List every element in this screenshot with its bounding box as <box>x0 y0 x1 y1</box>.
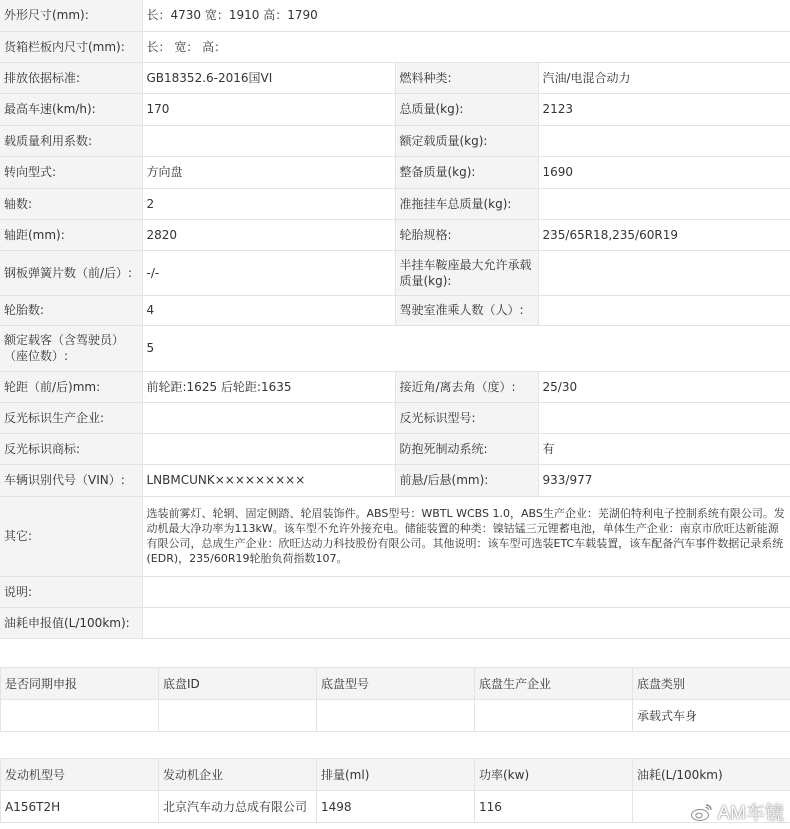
spec-row <box>0 219 790 250</box>
spec-value: LNBMCUNK××××××××× <box>142 464 395 496</box>
spec-label: 燃料种类: <box>395 62 538 93</box>
table-cell <box>475 700 633 732</box>
table-cell <box>159 700 317 732</box>
spec-value: 长： 宽： 高： <box>142 31 790 62</box>
spec-value: 方向盘 <box>142 156 395 188</box>
spec-row <box>0 93 790 125</box>
column-header: 是否同期申报 <box>1 668 159 700</box>
spec-label: 防抱死制动系统: <box>395 433 538 464</box>
spec-label: 转向型式: <box>0 156 142 188</box>
table-cell <box>1 700 159 732</box>
spec-label: 总质量(kg): <box>395 93 538 125</box>
chassis-table <box>0 667 790 732</box>
spec-value: 长：4730 宽：1910 高：1790 <box>142 0 790 31</box>
spec-label: 驾驶室准乘人数（人）: <box>395 295 538 325</box>
column-header: 功率(kw) <box>475 759 633 791</box>
spec-value: 1690 <box>538 156 790 188</box>
spec-value <box>538 295 790 325</box>
spec-label: 半挂车鞍座最大允许承载质量(kg): <box>395 250 538 295</box>
spec-label: 准拖挂车总质量(kg): <box>395 188 538 219</box>
spec-row <box>0 433 790 464</box>
spec-label: 钢板弹簧片数（前/后）: <box>0 250 142 295</box>
spec-value <box>538 125 790 156</box>
spec-value: 2 <box>142 188 395 219</box>
spec-label: 反光标识型号: <box>395 402 538 433</box>
table-cell: 116 <box>475 791 633 823</box>
spec-label: 货箱栏板内尺寸(mm): <box>0 31 142 62</box>
spec-row-seats <box>0 325 790 371</box>
spec-value <box>142 607 790 638</box>
spec-value: 4 <box>142 295 395 325</box>
spec-row-remarks <box>0 496 790 576</box>
spec-value-remarks: 选装前雾灯、轮辋、固定侧踏、轮眉装饰件。ABS型号：WBTL WCBS 1.0，ABS生产企业：芜湖伯特利电子控制系统有限公司。发动机最大净功率为113kW。该车型不允许外接充电。储能装置的种类：镍钴锰三元锂蓄电池，单体生产企业：南京市欣旺达新能源有限公司，总成生产企业：欣旺达动力科技股份有限公司。其他说明：该车型可选装ETC车载装置，该车配备汽车事件数据记录系统(EDR)，235/60R19轮胎负荷指数107。 <box>142 496 790 576</box>
column-header: 排量(ml) <box>317 759 475 791</box>
spec-row <box>0 62 790 93</box>
column-header: 底盘ID <box>159 668 317 700</box>
weibo-icon <box>690 802 714 822</box>
column-header: 底盘生产企业 <box>475 668 633 700</box>
watermark-text: AM车镜 <box>717 803 784 824</box>
spec-value <box>142 576 790 607</box>
spec-label: 轮胎规格: <box>395 219 538 250</box>
spec-value: 5 <box>142 325 790 371</box>
spec-row <box>0 371 790 402</box>
spec-value: 170 <box>142 93 395 125</box>
column-header: 底盘型号 <box>317 668 475 700</box>
spec-label: 车辆识别代号（VIN）: <box>0 464 142 496</box>
spec-value: 前轮距:1625 后轮距:1635 <box>142 371 395 402</box>
spec-value <box>142 125 395 156</box>
spec-label: 最高车速(km/h): <box>0 93 142 125</box>
column-header: 发动机企业 <box>159 759 317 791</box>
spec-value: 汽油/电混合动力 <box>538 62 790 93</box>
spec-label: 轴数: <box>0 188 142 219</box>
spec-label: 前悬/后悬(mm): <box>395 464 538 496</box>
spec-value <box>538 402 790 433</box>
spec-value: 25/30 <box>538 371 790 402</box>
spec-value: -/- <box>142 250 395 295</box>
spec-label: 外形尺寸(mm): <box>0 0 142 31</box>
spec-label: 额定载质量(kg): <box>395 125 538 156</box>
table-cell: A156T2H <box>1 791 159 823</box>
table-cell <box>317 700 475 732</box>
spec-label: 轮胎数: <box>0 295 142 325</box>
spec-value <box>142 402 395 433</box>
spec-value <box>538 188 790 219</box>
spec-row <box>0 464 790 496</box>
table-header-row <box>1 759 790 791</box>
spec-value: 有 <box>538 433 790 464</box>
spec-row <box>0 125 790 156</box>
spec-label: 载质量利用系数: <box>0 125 142 156</box>
spec-label: 接近角/离去角（度）: <box>395 371 538 402</box>
spec-label: 其它: <box>0 496 142 576</box>
spec-value: 235/65R18,235/60R19 <box>538 219 790 250</box>
spec-row-notes <box>0 576 790 607</box>
spec-label: 额定载客（含驾驶员）（座位数）: <box>0 325 142 371</box>
table-cell: 承载式车身 <box>633 700 790 732</box>
spec-row-dimensions <box>0 0 790 31</box>
spec-value: 2820 <box>142 219 395 250</box>
watermark <box>690 798 784 825</box>
spec-row <box>0 402 790 433</box>
spec-row <box>0 295 790 325</box>
spec-value: 933/977 <box>538 464 790 496</box>
spec-label: 说明: <box>0 576 142 607</box>
spec-row <box>0 250 790 295</box>
engine-table <box>0 758 790 823</box>
spec-row <box>0 156 790 188</box>
spec-label: 反光标识生产企业: <box>0 402 142 433</box>
spec-value: GB18352.6-2016国VI <box>142 62 395 93</box>
spec-value <box>538 250 790 295</box>
spec-row-fuel <box>0 607 790 638</box>
spec-label: 轮距（前/后)mm: <box>0 371 142 402</box>
table-header-row <box>1 668 790 700</box>
spec-value: 2123 <box>538 93 790 125</box>
spec-row <box>0 188 790 219</box>
spec-label: 轴距(mm): <box>0 219 142 250</box>
spec-value <box>142 433 395 464</box>
column-header: 发动机型号 <box>1 759 159 791</box>
spec-label: 整备质量(kg): <box>395 156 538 188</box>
table-row <box>1 791 790 823</box>
table-row <box>1 700 790 732</box>
spec-row-cargo-box <box>0 31 790 62</box>
spec-label: 油耗申报值(L/100km): <box>0 607 142 638</box>
table-cell: 1498 <box>317 791 475 823</box>
spec-label: 反光标识商标: <box>0 433 142 464</box>
column-header: 底盘类别 <box>633 668 790 700</box>
column-header: 油耗(L/100km) <box>633 759 790 791</box>
spec-label: 排放依据标准: <box>0 62 142 93</box>
table-cell: 北京汽车动力总成有限公司 <box>159 791 317 823</box>
